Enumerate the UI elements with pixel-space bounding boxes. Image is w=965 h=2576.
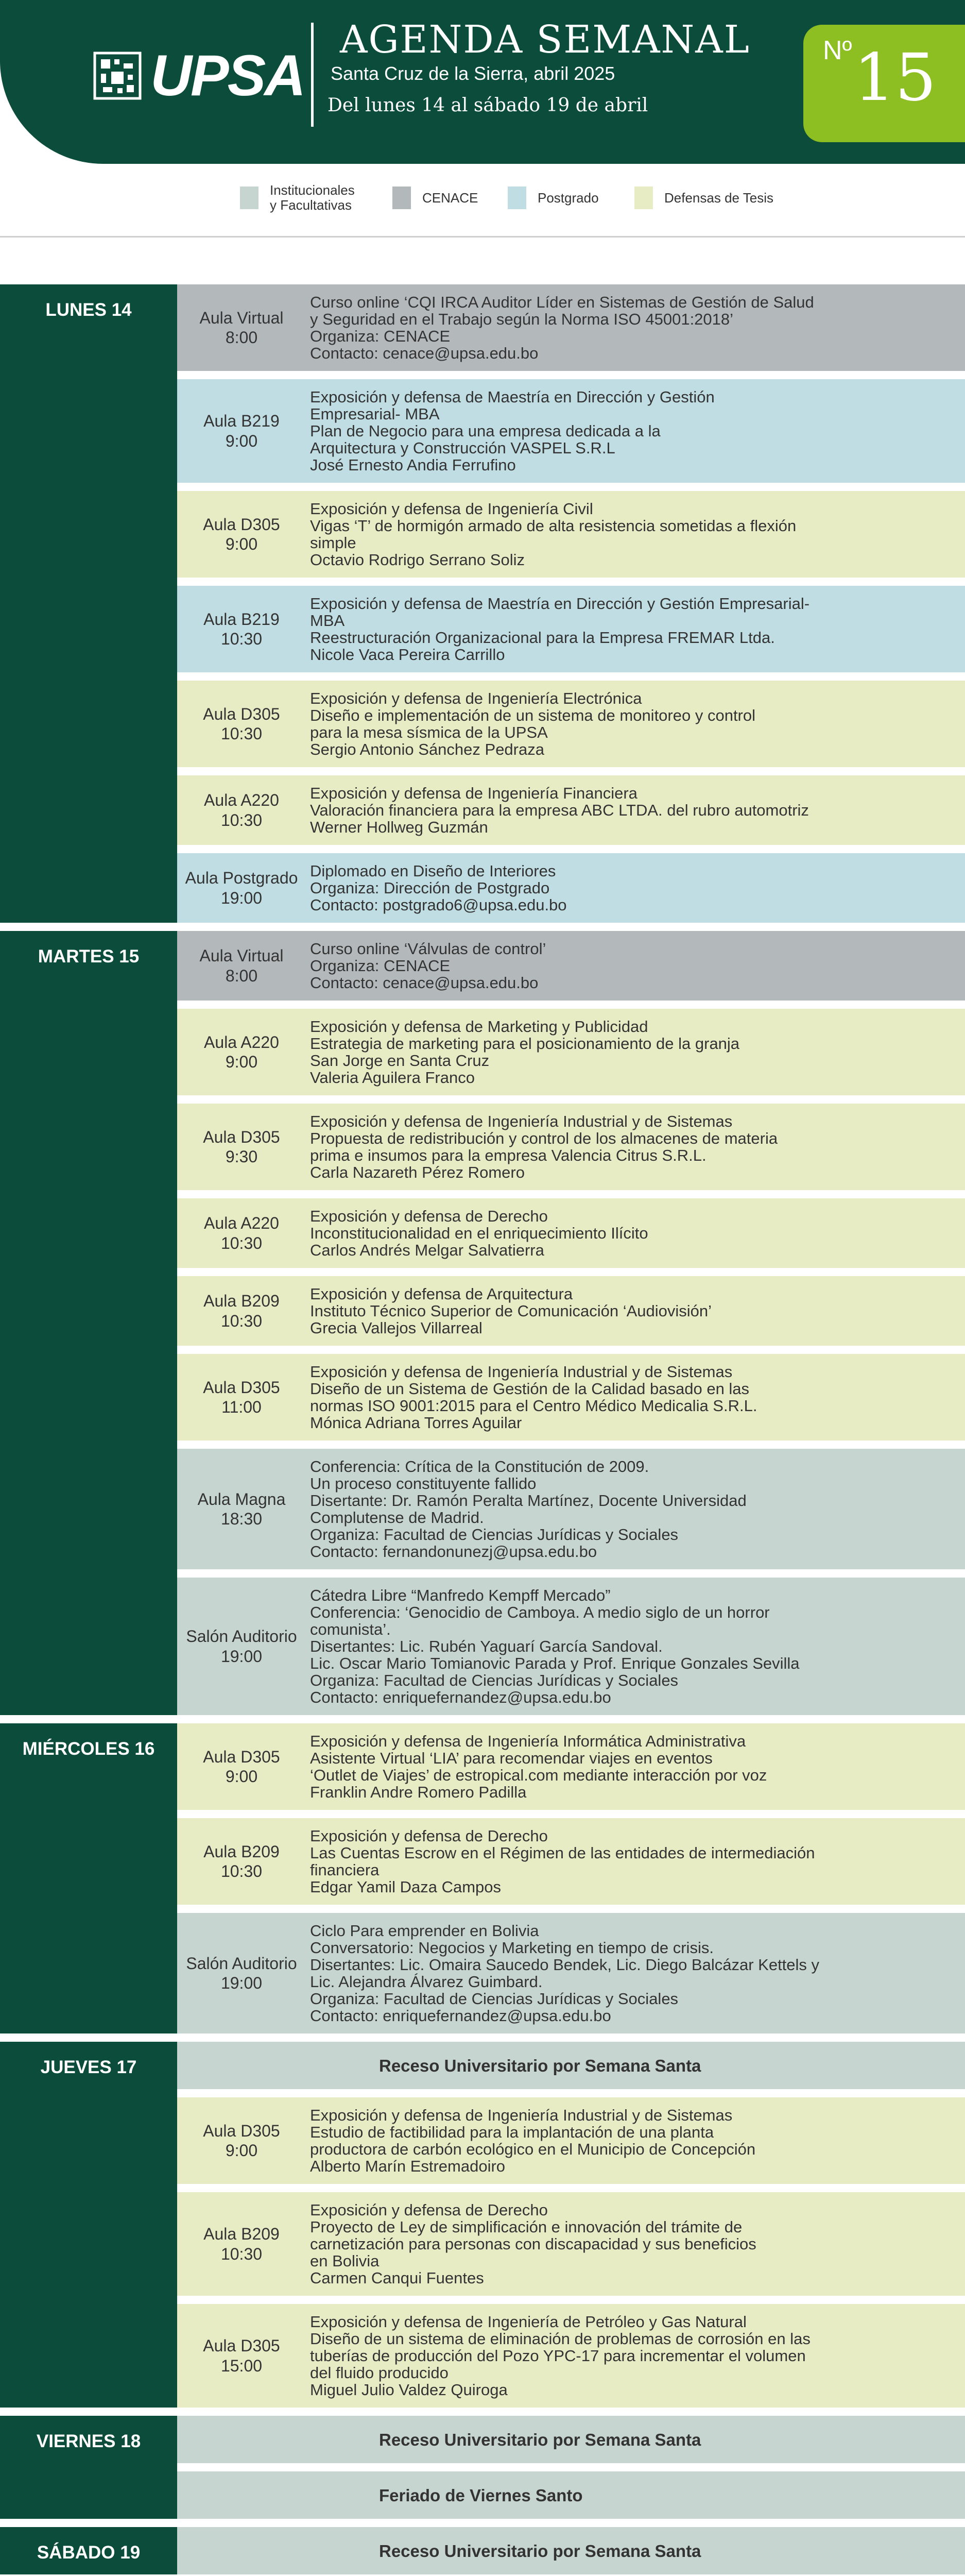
event-detail: José Ernesto Andia Ferrufino [310,456,516,474]
event-location-time [177,411,306,451]
event-detail: Asistente Virtual ‘LIA’ para recomendar viajes en eventos [310,1749,713,1767]
event-detail: Contacto: enriquefernandez@upsa.edu.bo [310,1688,611,1706]
event-detail: Organiza: CENACE [310,327,451,345]
header-subtitle: Santa Cruz de la Sierra, abril 2025 [331,63,615,84]
event-row [177,1913,965,2033]
event-location: Aula Virtual [199,946,284,965]
event-detail: Estrategia de marketing para el posicionamiento de la granja [310,1035,740,1053]
event-detail: para la mesa sísmica de la UPSA [310,723,548,741]
event-time: 8:00 [225,966,258,985]
issue-label: Nº [823,36,852,65]
issue-badge [803,25,965,142]
legend-label: Postgrado [538,190,599,206]
event-row [177,681,965,767]
event-row [177,1104,965,1190]
event-detail: Organiza: CENACE [310,957,451,975]
event-detail: Estudio de factibilidad para la implantación de una planta [310,2123,714,2141]
event-detail: Instituto Técnico Superior de Comunicación ‘Audiovisión’ [310,1302,712,1320]
event-location: Aula B209 [203,1842,280,1861]
day-block [0,284,965,923]
event-detail: Valeria Aguilera Franco [310,1069,475,1087]
event-time: 10:30 [220,810,263,829]
event-location-time [177,2224,306,2264]
event-title: Receso Universitario por Semana Santa [379,2430,701,2449]
event-row [177,284,965,371]
event-location-time [177,1842,306,1882]
event-row [177,2097,965,2184]
event-detail: Werner Hollweg Guzmán [310,818,488,836]
event-description [306,1578,965,1715]
recess-row [177,2471,965,2519]
legend-swatch [634,187,653,209]
page-title: AGENDA SEMANAL [340,18,750,62]
event-row [177,1449,965,1569]
event-location-time [177,1213,306,1253]
event-location: Aula D305 [203,1747,280,1766]
event-location-time [177,2121,306,2161]
event-title: Exposición y defensa de Ingeniería Financiera [310,784,637,802]
upsa-emblem-icon [92,50,143,101]
event-location-time [177,1954,306,1993]
event-detail: Nicole Vaca Pereira Carrillo [310,646,505,664]
legend-swatch [508,187,526,209]
event-location: Aula A220 [204,1214,279,1233]
event-title: Cátedra Libre “Manfredo Kempff Mercado” [310,1586,611,1604]
event-title: Exposición y defensa de Ingeniería de Petróleo y Gas Natural [310,2313,747,2331]
event-detail: Disertante: Dr. Ramón Peralta Martínez, Docente Universidad [310,1492,747,1510]
event-location: Salón Auditorio [186,1627,297,1646]
event-detail: Carmen Canqui Fuentes [310,2269,484,2287]
event-detail: Plan de Negocio para una empresa dedicada a la [310,422,661,440]
event-time: 10:30 [220,630,263,648]
event-row [177,1198,965,1268]
event-title: Curso online ‘CQI IRCA Auditor Líder en Sistemas de Gestión de Salud [310,293,814,311]
event-description [306,1009,965,1095]
event-row [177,1723,965,1810]
event-time: 10:30 [220,1233,263,1252]
event-detail: Organiza: Facultad de Ciencias Jurídicas y Sociales [310,1671,679,1689]
event-location: Salón Auditorio [186,1954,297,1973]
event-row [177,931,965,1001]
event-detail: tuberías de producción del Pozo YPC-17 para incrementar el volumen [310,2347,806,2365]
recess-row [177,2042,965,2089]
event-detail: Valoración financiera para la empresa ABC LTDA. del rubro automotriz [310,801,809,819]
event-time: 9:00 [225,2141,258,2160]
event-location-time [177,1032,306,1072]
event-detail: Alberto Marín Estremadoiro [310,2157,506,2175]
event-time: 19:00 [220,1974,263,1992]
event-location-time [177,868,306,908]
upsa-logo [92,43,305,108]
day-block [0,2527,965,2574]
event-detail: financiera [310,1861,380,1879]
event-detail: prima e insumos para la empresa Valencia Citrus S.R.L. [310,1146,706,1164]
event-time: 9:30 [225,1147,258,1166]
event-description [306,491,965,578]
event-detail: en Bolivia [310,2252,380,2270]
event-location-time [177,704,306,744]
legend-label: CENACE [422,190,478,206]
category-legend [0,183,965,214]
event-location: Aula B209 [203,1292,280,1311]
event-row [177,1276,965,1346]
day-events [177,2416,965,2519]
header-divider [311,23,314,127]
event-detail: carnetización para personas con discapacidad y sus beneficios [310,2235,756,2253]
event-description [306,284,965,371]
event-row [177,379,965,483]
event-title: Conferencia: Crítica de la Constitución de 2009. [310,1458,649,1476]
event-location-time [177,609,306,649]
event-title: Exposición y defensa de Derecho [310,1207,548,1225]
event-description [306,775,965,845]
legend-item-cenace [392,183,478,212]
event-time: 15:00 [220,2356,263,2375]
event-detail: Reestructuración Organizacional para la Empresa FREMAR Ltda. [310,629,775,647]
event-detail: comunista’. [310,1620,391,1638]
event-time: 18:30 [220,1510,263,1528]
event-time: 9:00 [225,535,258,553]
legend-label: Institucionales y Facultativas [270,182,355,213]
event-location: Aula D305 [203,1127,280,1146]
event-title: Exposición y defensa de Ingeniería Industrial y de Sistemas [310,1363,733,1381]
event-title: Receso Universitario por Semana Santa [379,2541,701,2561]
event-time: 19:00 [220,888,263,907]
event-location: Aula B219 [203,412,280,431]
event-row [177,2192,965,2296]
event-row [177,1818,965,1905]
event-title: Diplomado en Diseño de Interiores [310,862,556,880]
issue-number: 15 [854,40,937,115]
event-description [306,1198,965,1268]
event-time: 10:30 [220,1311,263,1330]
event-description [306,2097,965,2184]
event-time: 19:00 [220,1647,263,1666]
event-detail: Empresarial- MBA [310,405,440,423]
event-location: Aula D305 [203,704,280,723]
event-location-time [177,515,306,554]
event-location-time [177,308,306,348]
event-detail: Un proceso constituyente fallido [310,1475,537,1493]
event-description [306,1449,965,1569]
event-time: 11:00 [221,1398,262,1416]
divider [0,236,965,238]
event-location: Aula A220 [204,1032,279,1052]
day-events [177,931,965,1715]
event-detail: Conferencia: ‘Genocidio de Camboya. A medio siglo de un horror [310,1603,770,1621]
event-location-time [177,790,306,830]
event-detail: Proyecto de Ley de simplificación e innovación del trámite de [310,2218,743,2236]
event-title: Exposición y defensa de Derecho [310,1827,548,1845]
recess-row [177,2416,965,2463]
day-label: MIÉRCOLES 16 [0,1723,177,2033]
day-label: LUNES 14 [0,284,177,923]
event-time: 8:00 [225,328,258,347]
event-detail: Contacto: fernandonunezj@upsa.edu.bo [310,1543,597,1561]
event-row [177,775,965,845]
event-location: Aula D305 [203,515,280,534]
event-detail: Conversatorio: Negocios y Marketing en tiempo de crisis. [310,1939,714,1957]
event-row [177,1354,965,1440]
day-label: JUEVES 17 [0,2042,177,2408]
event-title: Receso Universitario por Semana Santa [379,2056,701,2075]
day-label: MARTES 15 [0,931,177,1715]
recess-row [177,2527,965,2574]
event-title: Exposición y defensa de Marketing y Publicidad [310,1018,648,1036]
header-date-range: Del lunes 14 al sábado 19 de abril [328,95,648,116]
event-location: Aula B209 [203,2225,280,2244]
event-detail: Grecia Vallejos Villarreal [310,1319,482,1337]
event-title: Ciclo Para emprender en Bolivia [310,1922,539,1940]
event-detail: Diseño de un sistema de eliminación de problemas de corrosión en las [310,2330,811,2348]
event-title: Exposición y defensa de Maestría en Dirección y Gestión [310,388,715,406]
event-row [177,853,965,923]
day-block [0,931,965,1715]
event-detail: Edgar Yamil Daza Campos [310,1878,502,1896]
event-description [379,2044,965,2088]
event-location-time [177,946,306,986]
event-location-time [177,1378,306,1417]
event-detail: Arquitectura y Construcción VASPEL S.R.L [310,439,615,457]
event-description [306,1818,965,1905]
event-detail: Franklin Andre Romero Padilla [310,1783,527,1801]
event-location-time [177,1626,306,1666]
event-detail: Vigas ‘T’ de hormigón armado de alta resistencia sometidas a flexión [310,517,797,535]
event-location: Aula Virtual [199,308,284,327]
event-detail: Las Cuentas Escrow en el Régimen de las entidades de intermediación [310,1844,815,1862]
event-description [306,379,965,483]
event-title: Exposición y defensa de Ingeniería Informática Administrativa [310,1732,746,1750]
event-location: Aula A220 [204,791,279,810]
day-events [177,1723,965,2033]
event-description [306,853,965,923]
event-time: 9:00 [225,431,258,450]
legend-item-defensas [634,183,773,212]
event-row [177,1578,965,1715]
event-description [379,2529,965,2573]
event-detail: Organiza: Dirección de Postgrado [310,879,550,897]
event-title: Exposición y defensa de Arquitectura [310,1285,573,1303]
event-detail: San Jorge en Santa Cruz [310,1052,490,1070]
event-detail: Carlos Andrés Melgar Salvatierra [310,1241,544,1259]
event-detail: simple [310,534,356,552]
event-title: Exposición y defensa de Ingeniería Electrónica [310,689,642,707]
event-detail: Contacto: cenace@upsa.edu.bo [310,344,539,362]
event-detail: Octavio Rodrigo Serrano Soliz [310,551,525,569]
day-events [177,2527,965,2574]
event-detail: Complutense de Madrid. [310,1509,484,1527]
event-title: Exposición y defensa de Ingeniería Civil [310,500,593,518]
event-description [306,2192,965,2296]
event-detail: Sergio Antonio Sánchez Pedraza [310,740,544,758]
event-title: Curso online ‘Válvulas de control’ [310,940,546,958]
event-detail: Miguel Julio Valdez Quiroga [310,2381,508,2399]
event-title: Exposición y defensa de Ingeniería Industrial y de Sistemas [310,1112,733,1130]
event-detail: Diseño e implementación de un sistema de monitoreo y control [310,706,756,724]
day-block [0,2042,965,2408]
event-detail: Contacto: cenace@upsa.edu.bo [310,974,539,992]
event-description [306,1276,965,1346]
event-title: Exposición y defensa de Ingeniería Industrial y de Sistemas [310,2106,733,2124]
event-description [306,586,965,672]
event-detail: Contacto: postgrado6@upsa.edu.bo [310,896,567,914]
weekly-schedule [0,284,965,2576]
day-events [177,284,965,923]
day-label: SÁBADO 19 [0,2527,177,2574]
event-location: Aula D305 [203,1378,280,1397]
event-detail: Disertantes: Lic. Omaira Saucedo Bendek, Lic. Diego Balcázar Kettels y [310,1956,820,1974]
event-detail: Carla Nazareth Pérez Romero [310,1163,525,1181]
event-detail: Diseño de un Sistema de Gestión de la Calidad basado en las [310,1380,750,1398]
event-time: 9:00 [225,1767,258,1786]
event-detail: Organiza: Facultad de Ciencias Jurídicas y Sociales [310,1990,679,2008]
event-location: Aula Magna [197,1489,286,1509]
logo-wordmark: UPSA [150,43,305,108]
day-block [0,2416,965,2519]
event-time: 10:30 [220,1862,263,1880]
event-detail: normas ISO 9001:2015 para el Centro Médico Medicalia S.R.L. [310,1397,757,1415]
event-row [177,1009,965,1095]
event-detail: Propuesta de redistribución y control de los almacenes de materia [310,1129,778,1147]
event-description [306,2304,965,2408]
event-description [306,1104,965,1190]
event-location-time [177,1127,306,1167]
event-location: Aula D305 [203,2336,280,2355]
event-description [306,1913,965,2033]
event-location: Aula Postgrado [185,869,298,888]
legend-item-institucionales [240,183,355,212]
day-label: VIERNES 18 [0,2416,177,2519]
event-detail: MBA [310,612,345,630]
event-location-time [177,1489,306,1529]
event-detail: Mónica Adriana Torres Aguilar [310,1414,522,1432]
day-events [177,2042,965,2408]
event-row [177,2304,965,2408]
event-detail: Contacto: enriquefernandez@upsa.edu.bo [310,2007,611,2025]
event-detail: Inconstitucionalidad en el enriquecimiento Ilícito [310,1224,648,1242]
event-description [306,1354,965,1440]
event-title: Exposición y defensa de Derecho [310,2201,548,2219]
event-detail: ‘Outlet de Viajes’ de estropical.com mediante interacción por voz [310,1766,767,1784]
event-detail: Disertantes: Lic. Rubén Yaguarí García Sandoval. [310,1637,663,1655]
event-location: Aula D305 [203,2121,280,2140]
legend-swatch [240,187,259,209]
legend-swatch [392,187,411,209]
event-description [306,1723,965,1810]
event-detail: Lic. Oscar Mario Tomianovic Parada y Prof. Enrique Gonzales Sevilla [310,1654,800,1672]
event-description [306,931,965,1001]
event-row [177,586,965,672]
legend-label: Defensas de Tesis [664,190,773,206]
event-title: Exposición y defensa de Maestría en Dirección y Gestión Empresarial- [310,595,810,613]
event-description [379,2418,965,2462]
event-title: Feriado de Viernes Santo [379,2485,583,2505]
event-location-time [177,1747,306,1787]
event-location: Aula B219 [203,609,280,629]
legend-item-postgrado [508,183,599,212]
event-location-time [177,1291,306,1331]
event-detail: productora de carbón ecológico en el Municipio de Concepción [310,2140,756,2158]
event-description [379,2473,965,2517]
event-time: 9:00 [225,1053,258,1071]
event-time: 10:30 [220,2244,263,2263]
event-row [177,491,965,578]
event-detail: del fluido producido [310,2364,449,2382]
event-detail: Lic. Alejandra Álvarez Guimbard. [310,1973,543,1991]
event-detail: Organiza: Facultad de Ciencias Jurídicas y Sociales [310,1526,679,1544]
event-location-time [177,2336,306,2376]
event-detail: y Seguridad en el Trabajo según la Norma ISO 45001:2018’ [310,310,734,328]
event-time: 10:30 [220,724,263,743]
day-block [0,1723,965,2033]
event-description [306,681,965,767]
